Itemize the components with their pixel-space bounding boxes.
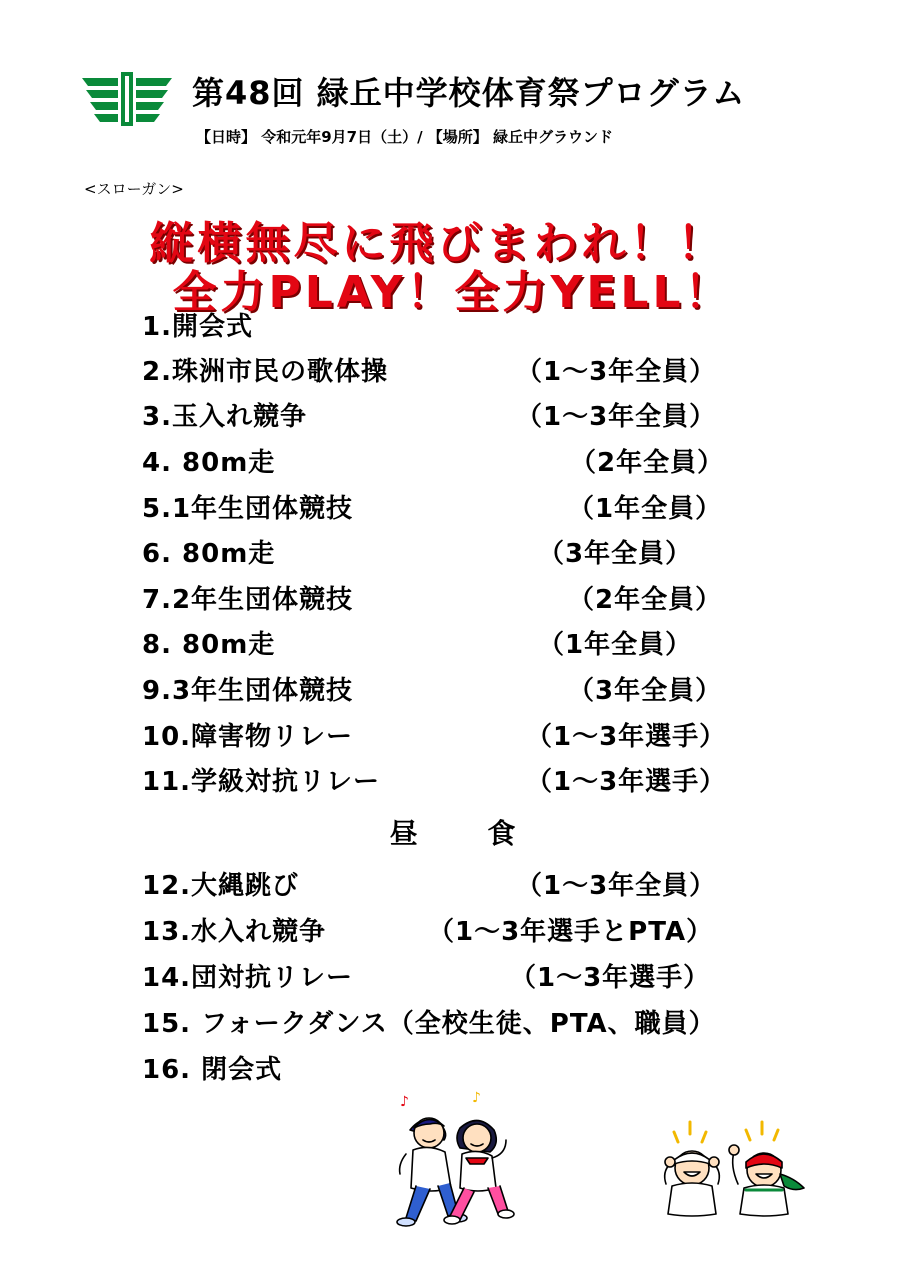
program-item [142,761,742,801]
program-item-participants: （1～3年全員） [516,871,717,901]
program-item-label: 1.開会式 [142,312,253,342]
program-item [142,306,742,346]
program-item [142,579,742,619]
program-item-label: 11.学級対抗リレー [142,767,381,797]
program-item-label: 9.3年生団体競技 [142,676,354,706]
program-item-participants: （1年全員） [568,494,723,524]
program-item-participants: （1～3年選手） [526,767,727,797]
slogan-line-2: 全力PLAY！全力YELL！ [172,267,733,318]
program-item-label: 15. フォークダンス（全校生徒、PTA、職員） [142,1009,716,1039]
program-item-participants: （1～3年選手） [526,722,727,752]
lunch-break-heading: 昼 食 [389,817,546,850]
program-item-label: 12.大縄跳び [142,871,300,901]
svg-text:♪: ♪ [472,1090,481,1106]
program-item-participants: （3年全員） [538,539,693,569]
svg-text:♪: ♪ [400,1094,409,1110]
program-item [142,442,742,482]
program-item-participants: （1～3年全員） [516,402,717,432]
program-item-label: 6. 80m走 [142,539,276,569]
program-item [142,624,742,664]
program-item-label: 5.1年生団体競技 [142,494,354,524]
dancing-couple-illustration [396,1088,526,1233]
program-item [142,488,742,528]
program-item-participants: （1年全員） [538,630,693,660]
page-title: 第48回 緑丘中学校体育祭プログラム [192,74,746,112]
program-item-participants: （1～3年選手） [510,963,711,993]
program-item-label: 8. 80m走 [142,630,276,660]
program-item-participants: （1～3年選手とPTA） [428,917,714,947]
program-item [142,865,742,905]
program-item-participants: （1～3年全員） [516,357,717,387]
program-item [142,957,742,997]
program-item [142,533,742,573]
program-item [142,1003,742,1043]
program-item [142,911,742,951]
event-date-place: 【日時】 令和元年9月7日（土）/ 【場所】 緑丘中グラウンド [196,128,614,146]
cheering-students-illustration [660,1118,810,1218]
program-item-label: 2.珠洲市民の歌体操 [142,357,388,387]
program-item-participants: （2年全員） [568,585,723,615]
program-item [142,351,742,391]
slogan-line-1: 縦横無尽に飛びまわれ！！ [149,218,726,269]
program-item-label: 7.2年生団体競技 [142,585,354,615]
program-item-label: 4. 80m走 [142,448,276,478]
program-item-label: 14.団対抗リレー [142,963,354,993]
program-item [142,396,742,436]
program-item [142,1049,742,1089]
slogan-label: <スローガン> [84,180,184,198]
school-logo-icon [82,72,172,126]
program-item-label: 16. 閉会式 [142,1055,283,1085]
program-item-participants: （2年全員） [570,448,725,478]
program-item [142,670,742,710]
program-item [142,716,742,756]
program-item-label: 10.障害物リレー [142,722,354,752]
program-item-label: 3.玉入れ競争 [142,402,307,432]
program-item-participants: （3年全員） [568,676,723,706]
program-item-label: 13.水入れ競争 [142,917,327,947]
